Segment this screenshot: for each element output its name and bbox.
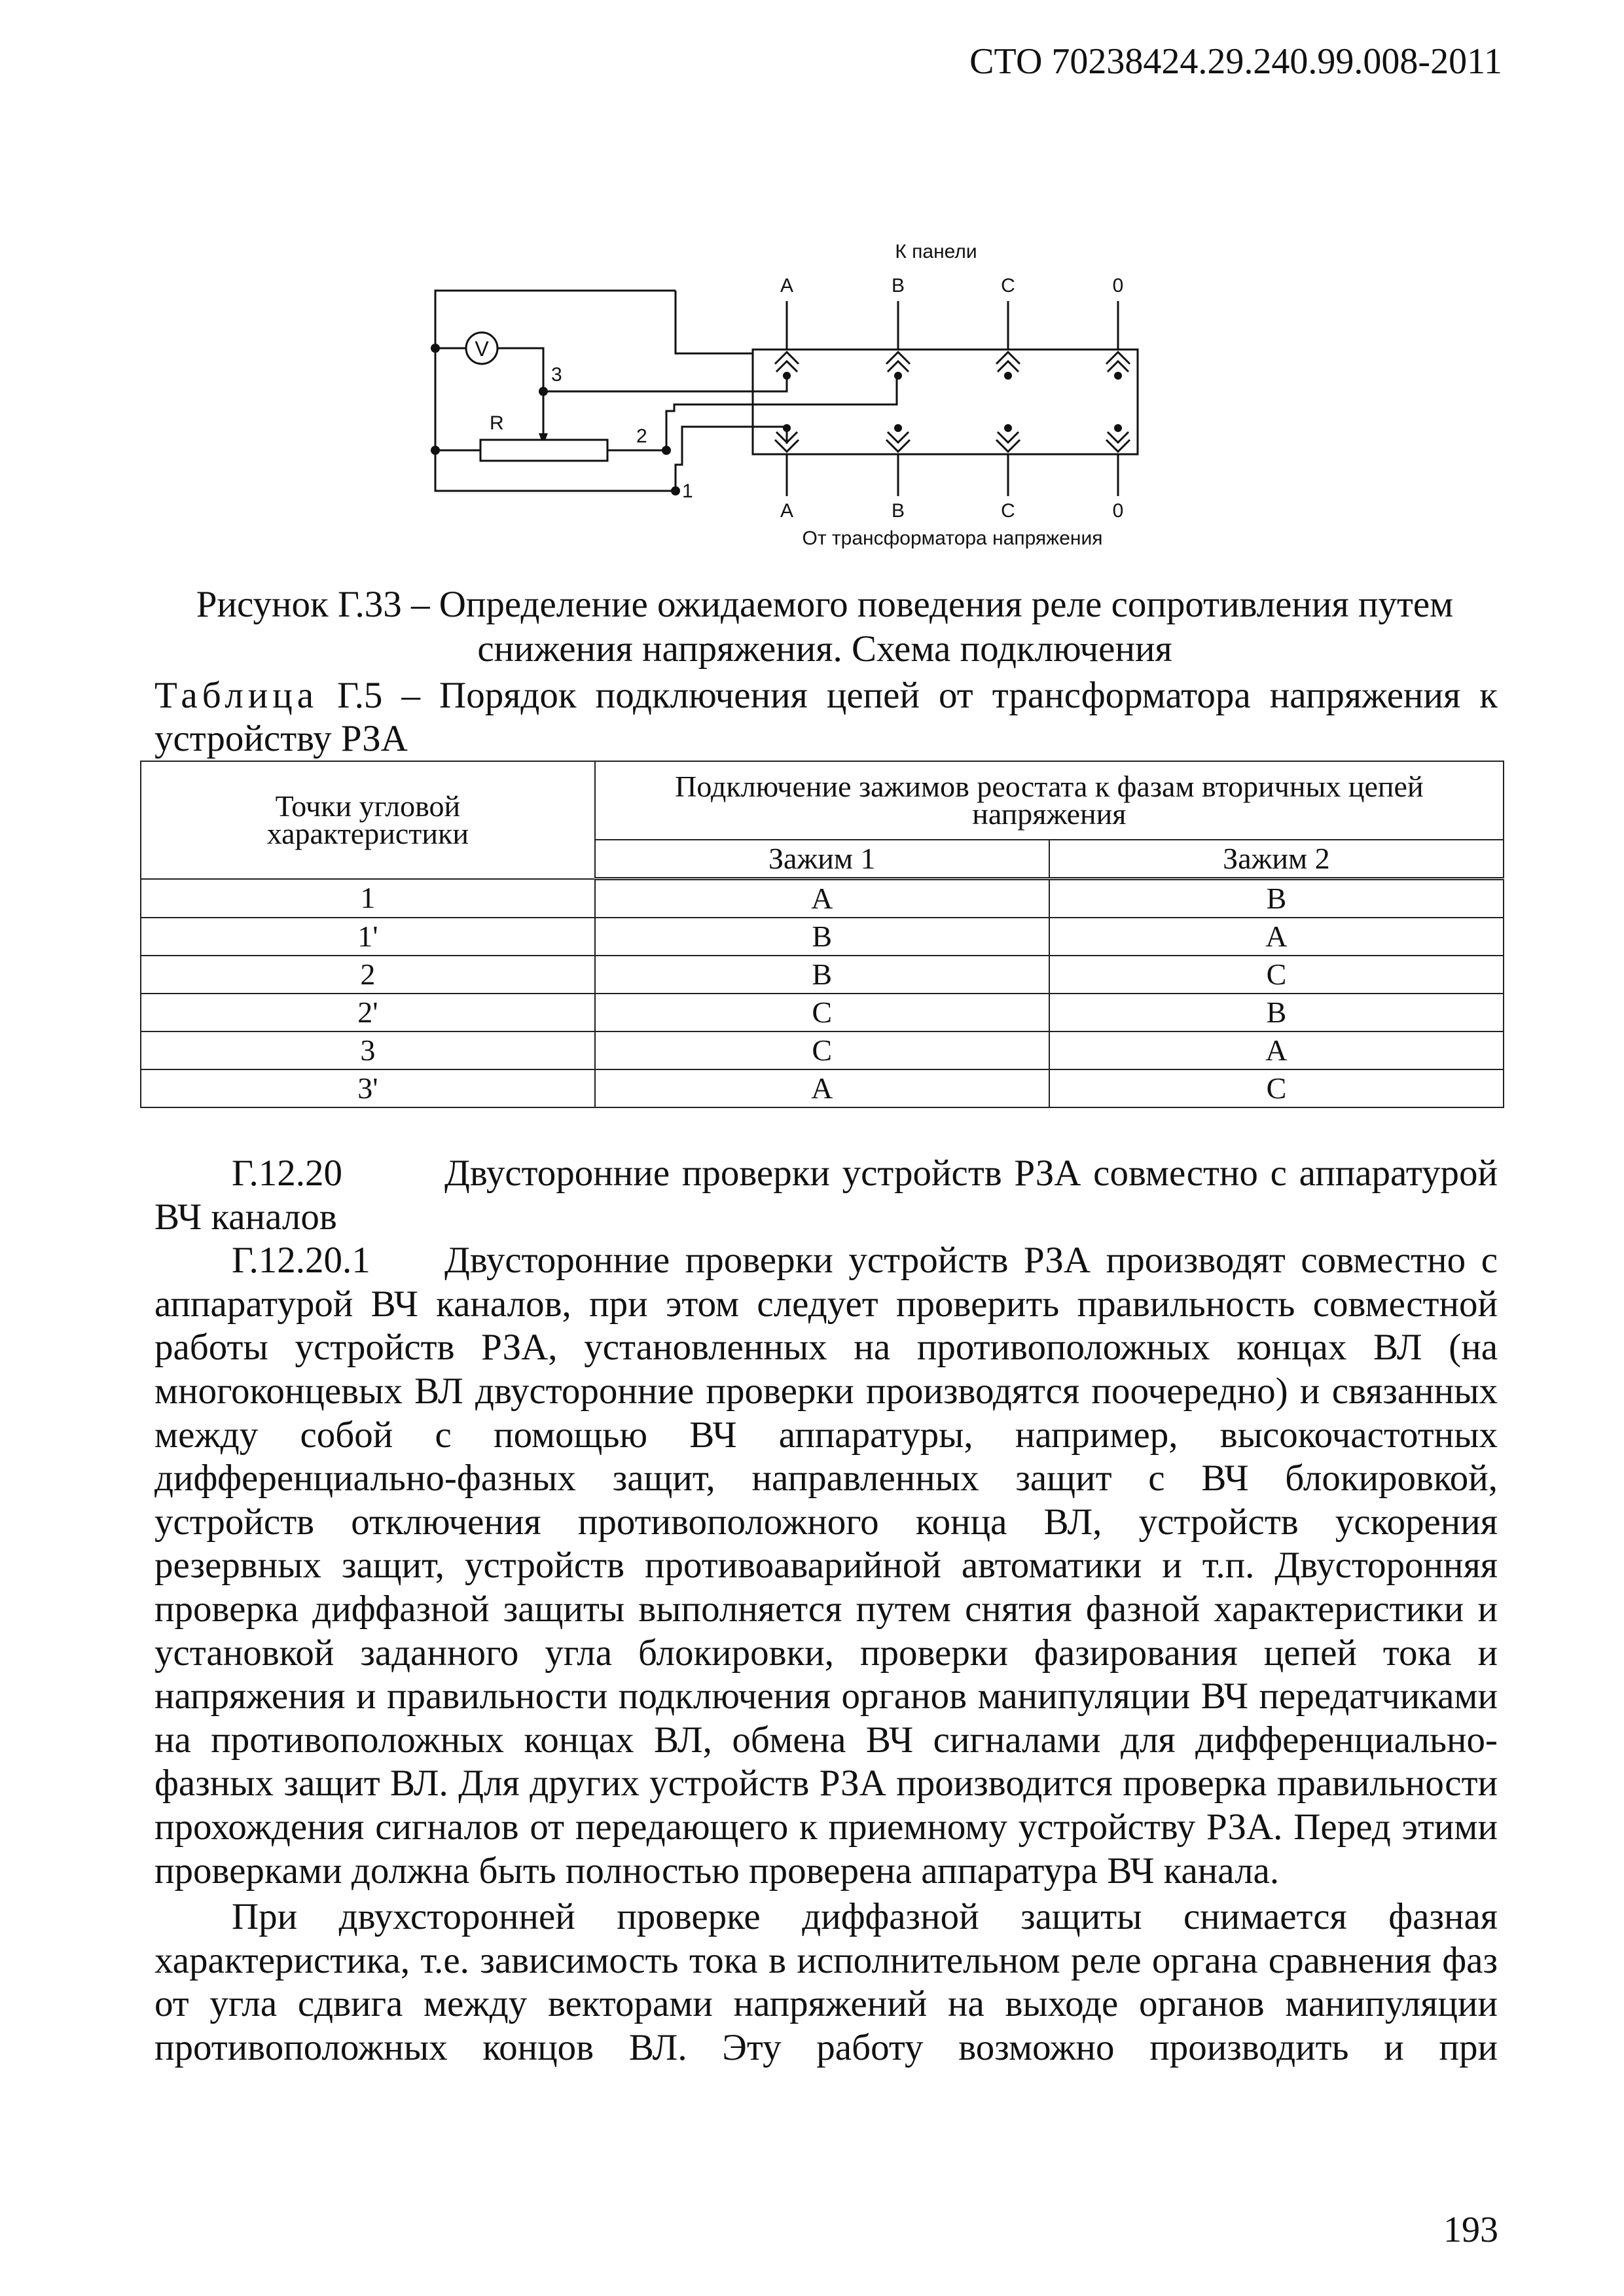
col-header-clamp2: Зажим 2 [1049, 840, 1504, 879]
point-3-label: 3 [551, 364, 562, 386]
subsection-text: Двусторонние проверки устройств РЗА производят совместно с аппаратурой ВЧ каналов, при этом следует проверить правильность совместной работы устройств РЗА, установленных на противоположных концах ВЛ (на многоконцевых ВЛ двусторонние проверки производятся поочередно) и связанных между собой с помощью ВЧ аппаратуры, например, высокочастотных дифференциально-фазных защит, направленных защит с ВЧ блокировкой, устройств отключения противоположного конца ВЛ, устройств ускорения резервных защит, устройств противоаварийной автоматики и т.п. Двусторонняя проверка диффазной защиты выполняется путем снятия фазной характеристики и установкой заданного угла блокировки, проверки фазирования цепей тока и напряжения и правильности подключения органов манипуляции ВЧ передатчиками на противоположных концах ВЛ, обмена ВЧ сигналами для дифференциально-фазных защит ВЛ. Для других устройств РЗА производится проверка правильности прохождения сигналов от передающего к приемному устройству РЗА. Перед этими проверками должна быть полностью проверена аппаратура ВЧ канала. [154, 1240, 1498, 1892]
subsection-number: Г.12.20.1 [232, 1240, 370, 1282]
section-number: Г.12.20 [232, 1153, 343, 1194]
bottom-connector-icons [775, 432, 1130, 452]
cell: 2' [141, 994, 595, 1031]
cell: С [595, 994, 1049, 1031]
paragraph-2: При двухсторонней проверке диффазной защиты снимается фазная характеристика, т.е. зависимость тока в исполнительном реле органа сравнения фаз от угла сдвига между векторами напряжений на выходе органов манипуляции противоположных концов ВЛ. Эту работу возможно производить и при [154, 1896, 1498, 2068]
resistor-icon [480, 440, 607, 461]
voltmeter-label: V [475, 337, 489, 361]
cell: 2 [141, 956, 595, 994]
point-2-label: 2 [636, 425, 647, 447]
cell: С [595, 1031, 1049, 1069]
document-code: СТО 70238424.29.240.99.008-2011 [969, 41, 1502, 82]
figure-caption-line2: снижения напряжения. Схема подключения [477, 628, 1172, 670]
cell: В [595, 956, 1049, 994]
table-row [141, 994, 1504, 1031]
section-heading [154, 1152, 1498, 1239]
cell: В [595, 918, 1049, 956]
cell: А [595, 1069, 1049, 1107]
cell: В [1049, 879, 1504, 918]
section-title: Двусторонние проверки устройств РЗА совместно с аппаратурой ВЧ каналов [154, 1153, 1498, 1238]
bottom-phase-c: C [1001, 500, 1015, 522]
figure-caption [151, 583, 1499, 672]
col-header-points: Точки угловой характеристики [141, 761, 595, 879]
body-text [154, 1152, 1498, 2070]
table-row [141, 918, 1504, 956]
col-header-clamp1: Зажим 1 [595, 840, 1049, 879]
connection-diagram [412, 229, 1172, 556]
top-connector-icons [775, 352, 1130, 372]
bottom-phase-0: 0 [1112, 500, 1124, 522]
cell: А [1049, 1031, 1504, 1069]
cell: А [1049, 918, 1504, 956]
table-row [141, 956, 1504, 994]
from-transformer-label: От трансформатора напряжения [802, 528, 1103, 549]
table-title-text: Г.5 – Порядок подключения цепей от трансформатора напряжения к устройству РЗА [154, 675, 1498, 759]
top-phase-b: B [891, 275, 905, 296]
table-row [141, 879, 1504, 918]
cell: 3 [141, 1031, 595, 1069]
page-number: 193 [1443, 2210, 1498, 2250]
cell: В [1049, 994, 1504, 1031]
connection-table [140, 761, 1504, 1108]
table-row [141, 1031, 1504, 1069]
table-title [154, 674, 1498, 761]
top-phase-c: C [1001, 275, 1015, 296]
figure-caption-line1: Рисунок Г.33 – Определение ожидаемого поведения реле сопротивления путем [196, 584, 1454, 625]
cell: 3' [141, 1069, 595, 1107]
cell: А [595, 879, 1049, 918]
to-panel-label: К панели [895, 241, 977, 262]
subsection-paragraph [154, 1239, 1498, 1893]
bottom-phase-a: A [780, 500, 794, 522]
table-row [141, 1069, 1504, 1107]
top-phase-a: A [780, 275, 794, 296]
cell: 1' [141, 918, 595, 956]
point-1-label: 1 [682, 480, 693, 502]
top-phase-0: 0 [1112, 275, 1124, 296]
resistor-label: R [490, 412, 504, 434]
col-header-group: Подключение зажимов реостата к фазам вторичных цепей напряжения [595, 761, 1504, 840]
bottom-phase-b: B [891, 500, 905, 522]
cell: С [1049, 1069, 1504, 1107]
table-title-label: Таблица [154, 675, 319, 716]
cell: 1 [141, 879, 595, 918]
cell: С [1049, 956, 1504, 994]
